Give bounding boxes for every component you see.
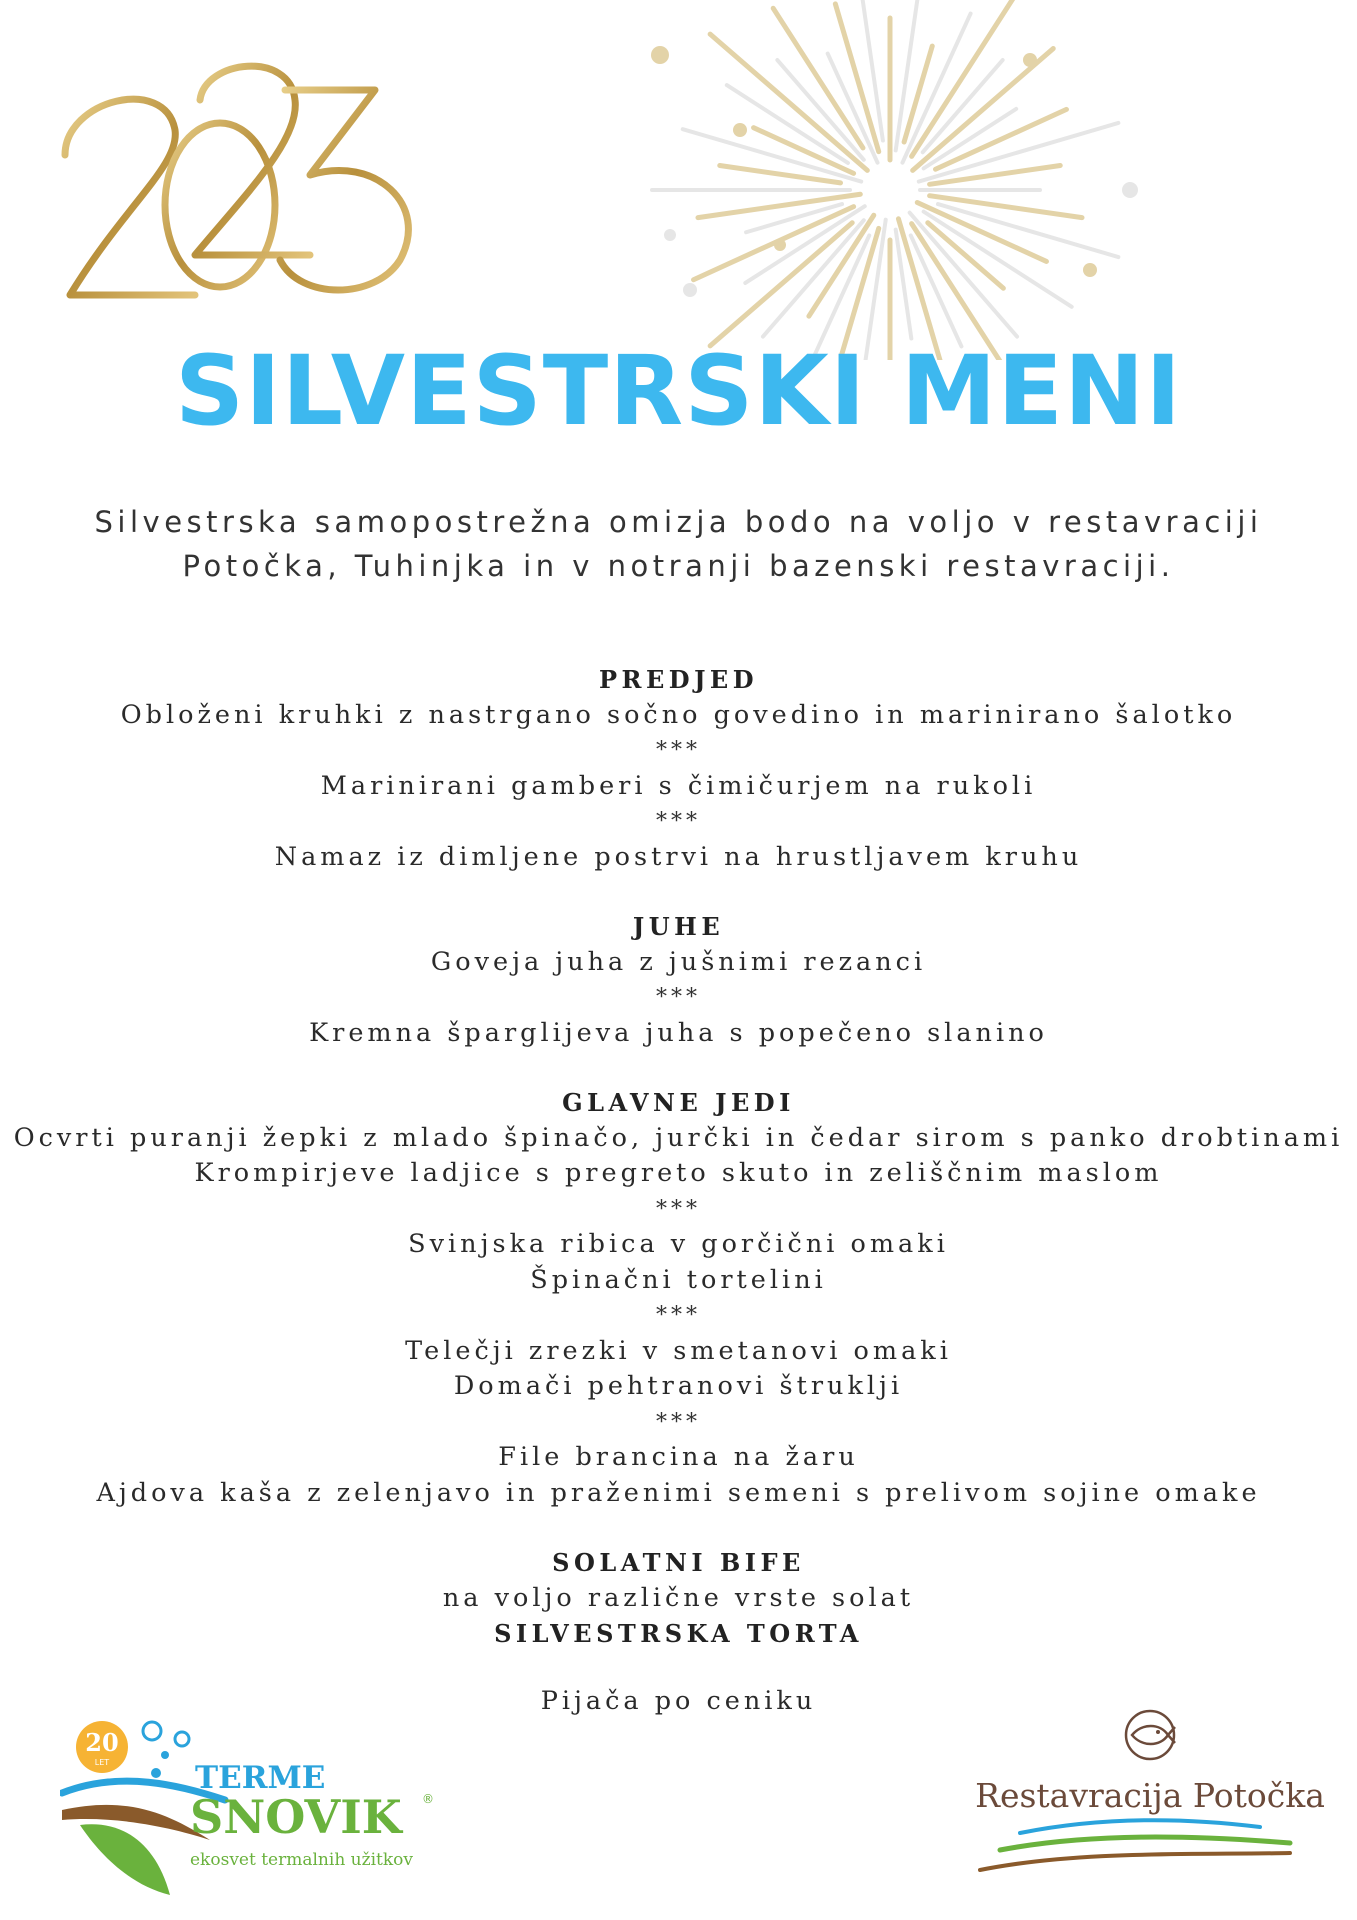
dish-item: na voljo različne vrste solat [442, 1582, 915, 1613]
firework-ray [924, 212, 1072, 307]
firework-ray [930, 166, 1061, 185]
dish-item: Kremna šparglijeva juha s popečeno slanino [309, 1017, 1048, 1048]
wave-top-blue [1020, 1820, 1260, 1833]
firework-dot [1083, 263, 1097, 277]
intro-line-2: Potočka, Tuhinjka in v notranji bazenski restavraciji. [182, 549, 1175, 583]
year-2023-art [55, 55, 475, 315]
firework-dot [1023, 53, 1037, 67]
wave-brown [62, 1805, 210, 1840]
badge-number: 20 [85, 1728, 119, 1757]
logo-registered: ® [422, 1792, 434, 1806]
firework-ray [710, 34, 867, 170]
digit-0 [165, 123, 275, 287]
fireworks-burst [610, 0, 1170, 360]
firework-dot [664, 229, 676, 241]
fish-icon [1132, 1726, 1175, 1744]
digit-2-first [65, 99, 195, 295]
separator: *** [656, 809, 701, 834]
badge-sub: LET [94, 1758, 110, 1767]
dish-item: Marinirani gamberi s čimičurjem na rukoli [320, 770, 1037, 801]
firework-dot [651, 46, 669, 64]
dish-item: Goveja juha z jušnimi rezanci [430, 946, 927, 977]
dish-item: Krompirjeve ladjice s pregreto skuto in zeliščnim maslom [194, 1158, 1163, 1188]
logo-tagline: ekosvet termalnih užitkov [190, 1850, 413, 1870]
restavracija-potocka-logo [960, 1705, 1340, 1885]
section-title-solatni-bife: SOLATNI BIFE [552, 1548, 805, 1577]
separator: *** [656, 1409, 701, 1435]
firework-dot [683, 283, 697, 297]
firework-ray [913, 49, 1054, 171]
section-title-silvestrska-torta: SILVESTRSKA TORTA [494, 1619, 863, 1648]
digit-2-second [195, 66, 310, 255]
separator: *** [656, 985, 701, 1010]
logo-snovik: SNOVIK [190, 1790, 402, 1844]
dish-item: File brancina na žaru [498, 1442, 859, 1472]
separator: *** [656, 738, 701, 763]
section-title-juhe: JUHE [632, 912, 725, 941]
dish-item: Špinačni tortelini [530, 1264, 827, 1295]
section-title-predjed: PREDJED [598, 665, 759, 694]
terme-snovik-logo [60, 1715, 440, 1900]
intro-text [0, 500, 1357, 588]
potocka-name: Restavracija Potočka [975, 1776, 1325, 1815]
dish-item: Domači pehtranovi štruklji [453, 1371, 904, 1401]
firework-dot [774, 239, 786, 251]
section-title-glavne-jedi: GLAVNE JEDI [562, 1088, 795, 1117]
dish-item: Ocvrti puranji žepki z mlado špinačo, jurčki in čedar sirom s panko drobtinami [13, 1122, 1344, 1153]
separator: *** [656, 1303, 701, 1328]
wave-bottom-brown [980, 1853, 1290, 1870]
logo-terme: TERME [195, 1760, 326, 1796]
firework-dot [1122, 182, 1138, 198]
menu-list [0, 662, 1357, 1652]
digit-3 [280, 90, 408, 290]
firework-dot [733, 123, 747, 137]
wave-middle-green [1000, 1837, 1290, 1850]
drinks-note: Pijača po ceniku [540, 1686, 817, 1716]
separator: *** [656, 1196, 701, 1222]
firework-ray [745, 206, 864, 283]
menu-title: SILVESTRSKI MENI [174, 335, 1183, 447]
dish-item: Telečji zrezki v smetanovi omaki [405, 1335, 952, 1366]
dish-item: Ajdova kaša z zelenjavo in praženimi semeni s prelivom sojine omake [96, 1477, 1261, 1508]
dish-item: Namaz iz dimljene postrvi na hrustljavem kruhu [274, 841, 1083, 872]
intro-line-1: Silvestrska samopostrežna omizja bodo na voljo v restavraciji [94, 505, 1263, 539]
dish-item: Svinjska ribica v gorčični omaki [408, 1229, 949, 1259]
dish-item: Obloženi kruhki z nastrgano sočno govedino in marinirano šalotko [120, 699, 1237, 730]
leaf-green [80, 1824, 170, 1895]
